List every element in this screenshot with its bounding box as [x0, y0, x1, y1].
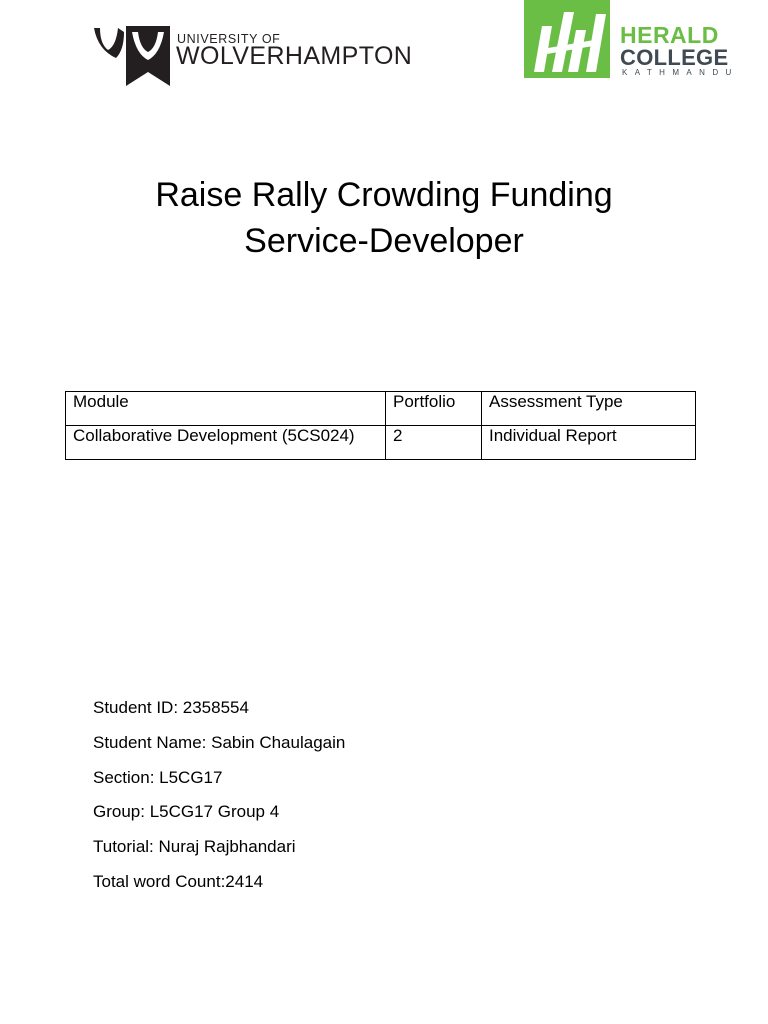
table-header-row: [66, 392, 696, 426]
university-of-wolverhampton-logo: [92, 24, 413, 90]
section: Section: L5CG17: [93, 767, 223, 787]
group: Group: L5CG17 Group 4: [93, 802, 280, 822]
herald-college-logo: [524, 0, 738, 80]
word-count: Total word Count:2414: [93, 871, 264, 891]
logo-text-kathmandu: KATHMANDU: [622, 68, 739, 77]
tutorial: Tutorial: Nuraj Rajbhandari: [93, 837, 296, 857]
herald-mark-icon: [524, 0, 610, 78]
title-line-1: Raise Rally Crowding Funding: [155, 176, 613, 214]
table-header-cell-module: Module: [66, 392, 386, 426]
assessment-table: [65, 391, 696, 460]
logo-text-university-of: UNIVERSITY OF: [177, 32, 281, 46]
table-header-cell-portfolio: Portfolio: [386, 392, 482, 426]
logo-text-wolverhampton: WOLVERHAMPTON: [176, 42, 413, 70]
logo-text-college: COLLEGE: [620, 45, 729, 70]
table-row: [66, 426, 696, 460]
table-cell-assessment-type: Individual Report: [482, 426, 696, 460]
logo-text-herald: HERALD: [620, 22, 719, 48]
student-name: Student Name: Sabin Chaulagain: [93, 732, 346, 752]
student-id: Student ID: 2358554: [93, 698, 249, 717]
document-title: [0, 172, 768, 264]
wolverhampton-shield-icon: [92, 24, 172, 90]
table-cell-portfolio: 2: [386, 426, 482, 460]
title-line-2: Service-Developer: [244, 222, 524, 260]
table-header-cell-assessment-type: Assessment Type: [482, 392, 696, 426]
student-details: [93, 697, 345, 906]
table-cell-module: Collaborative Development (5CS024): [66, 426, 386, 460]
